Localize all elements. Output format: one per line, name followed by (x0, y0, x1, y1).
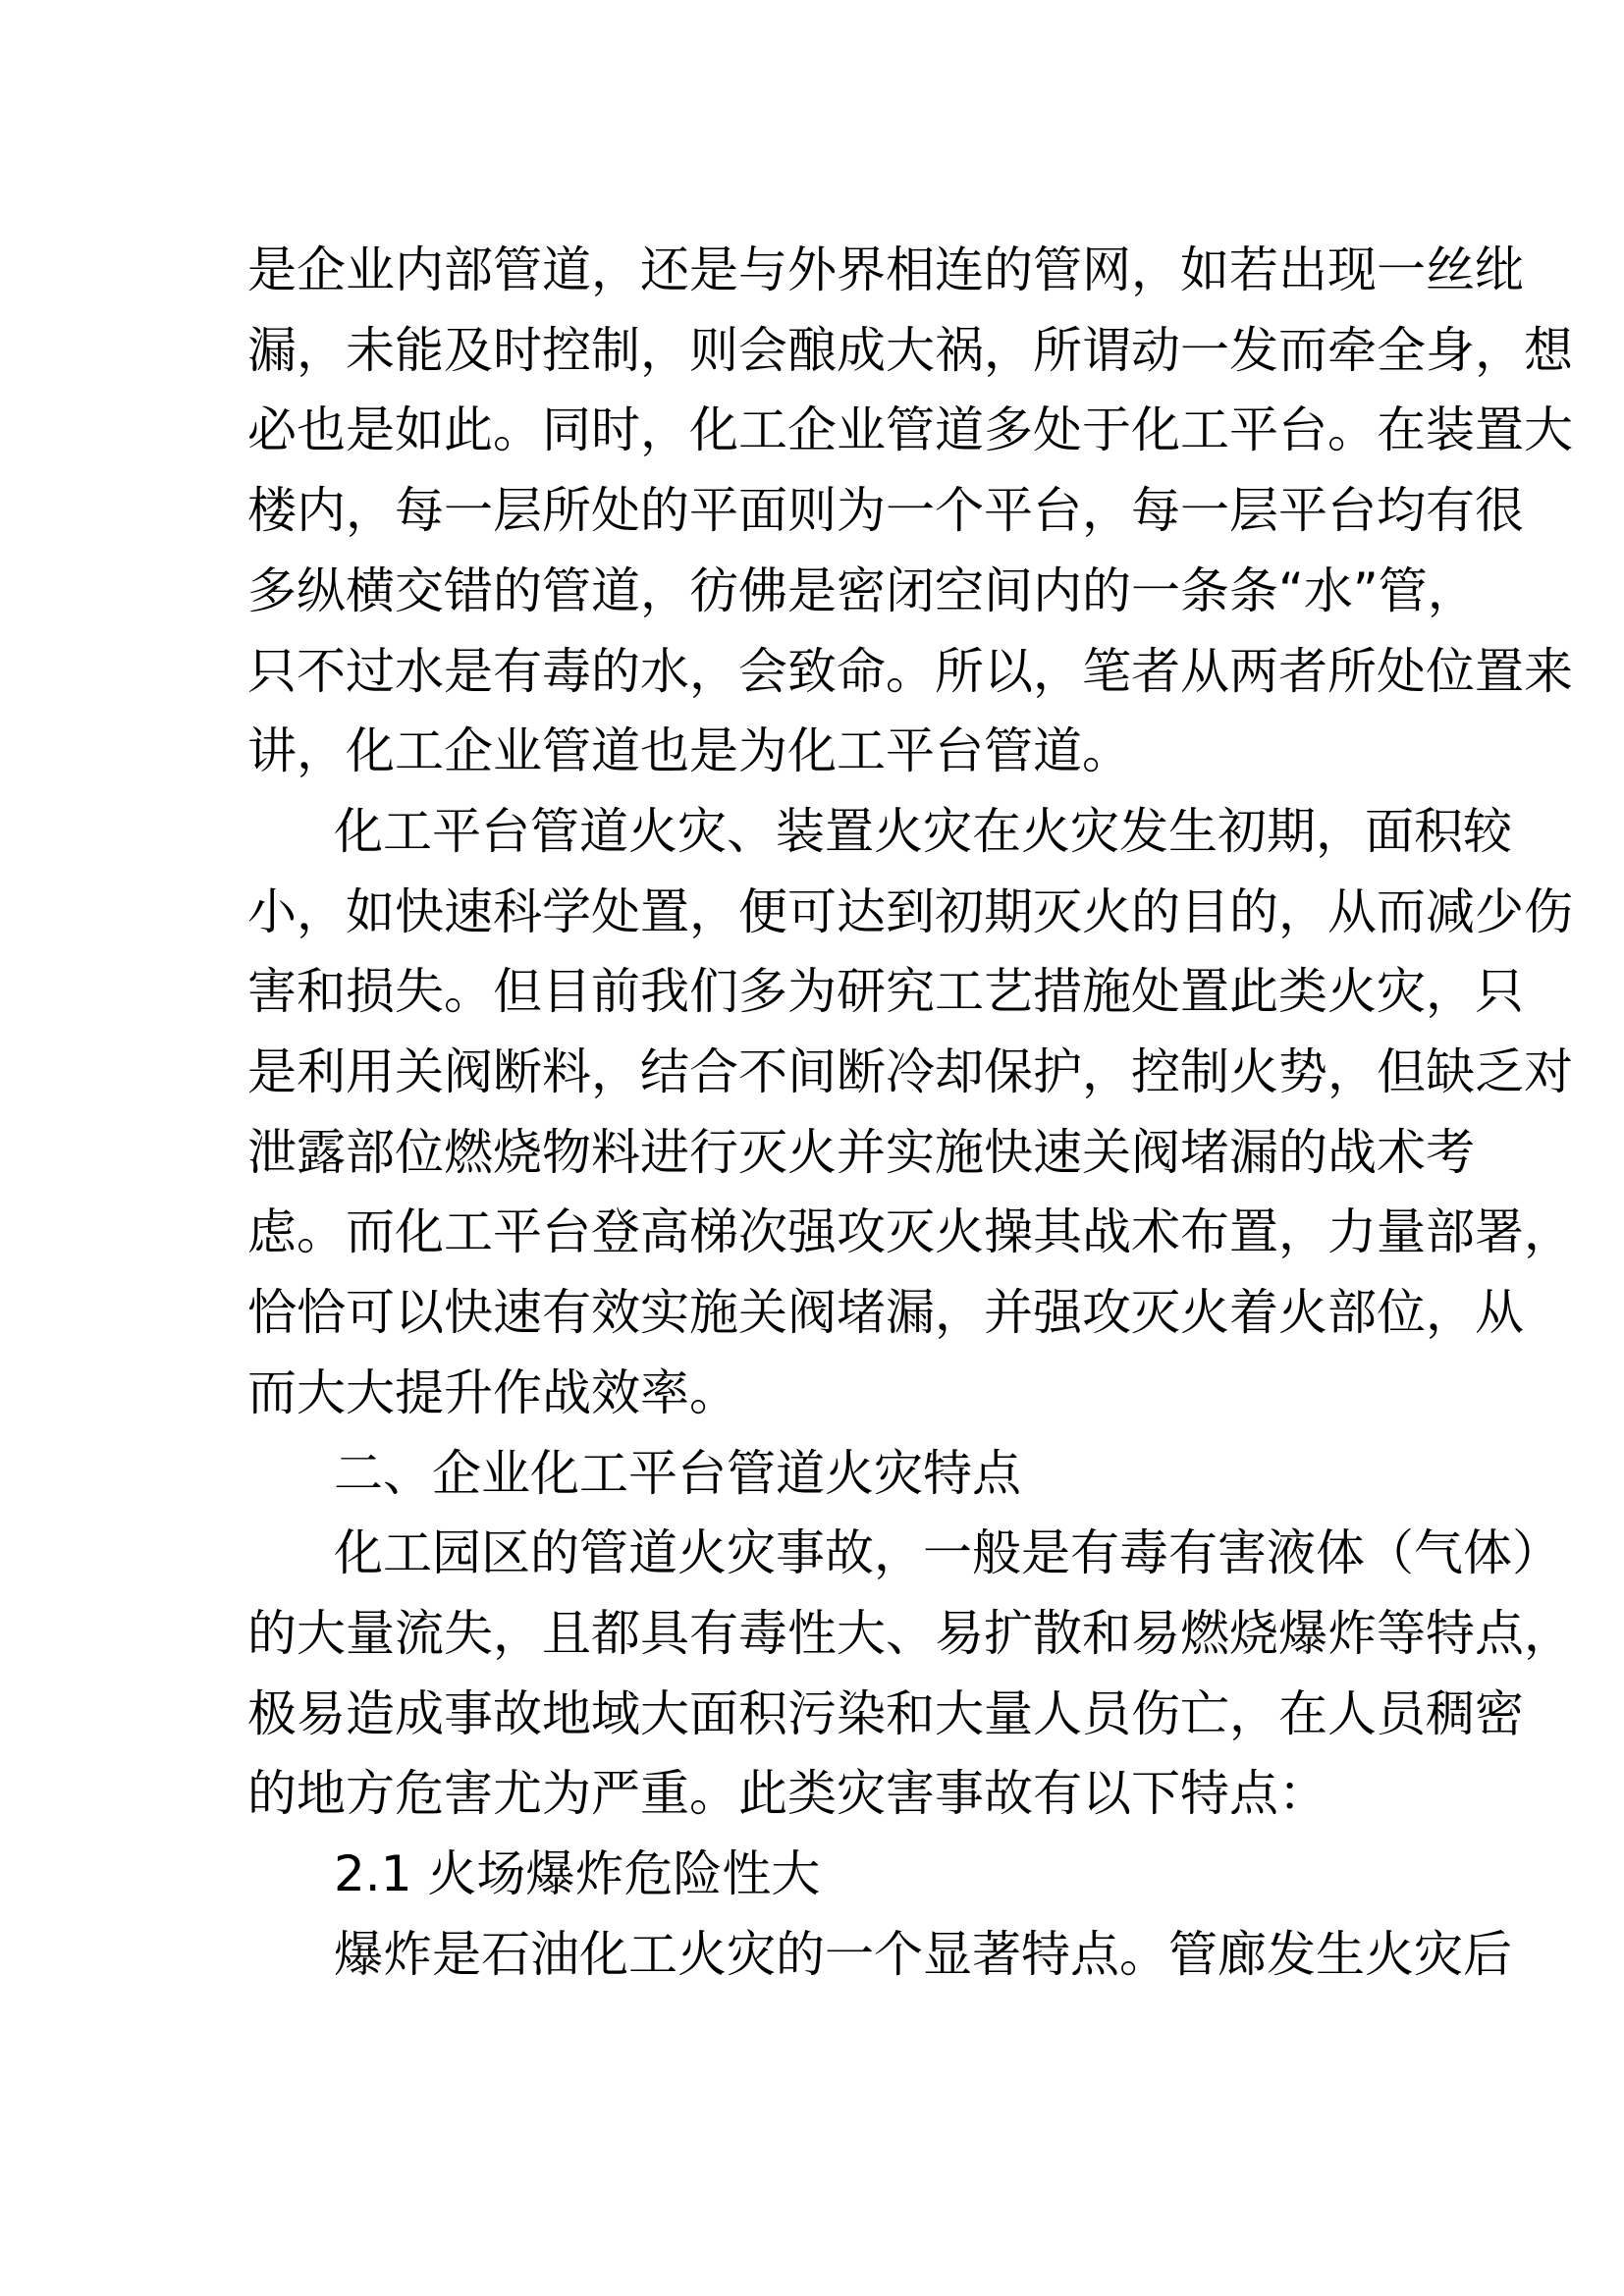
text-line: 必也是如此。同时，化工企业管道多处于化工平台。在装置大 (247, 401, 1573, 459)
text-line: 多纵横交错的管道，彷佛是密闭空间内的一条条“水”管， (247, 561, 1477, 619)
text-line: 爆炸是石油化工火灾的一个显著特点。管廊发生火灾后 (334, 1925, 1512, 1983)
text-line: 泄露部位燃烧物料进行灭火并实施快速关阀堵漏的战术考 (247, 1123, 1475, 1181)
text-line: 化工园区的管道火灾事故，一般是有毒有害液体（气体） (334, 1524, 1561, 1582)
text-line: 只不过水是有毒的水，会致命。所以，笔者从两者所处位置来 (247, 642, 1573, 700)
text-line: 楼内，每一层所处的平面则为一个平台，每一层平台均有很 (247, 482, 1524, 540)
text-line: 漏，未能及时控制，则会酿成大祸，所谓动一发而牵全身，想 (247, 321, 1573, 379)
text-line: 讲，化工企业管道也是为化工平台管道。 (247, 722, 1131, 780)
text-line: 的地方危害尤为严重。此类灾害事故有以下特点： (247, 1765, 1327, 1823)
text-line: 恰恰可以快速有效实施关阀堵漏，并强攻灭火着火部位，从 (247, 1284, 1524, 1342)
text-line: 是利用关阀断料，结合不间断冷却保护，控制火势，但缺乏对 (247, 1043, 1573, 1100)
text-line: 害和损失。但目前我们多为研究工艺措施处置此类火灾，只 (247, 963, 1524, 1021)
text-line: 极易造成事故地域大面积污染和大量人员伤亡，在人员稠密 (247, 1684, 1524, 1742)
text-line: 是企业内部管道，还是与外界相连的管网，如若出现一丝纰 (247, 241, 1524, 298)
text-line: 2.1 火场爆炸危险性大 (334, 1845, 821, 1902)
text-line: 化工平台管道火灾、装置火灾在火灾发生初期，面积较 (334, 802, 1512, 860)
text-line: 虑。而化工平台登高梯次强攻灭火操其战术布置，力量部署， (247, 1203, 1573, 1261)
text-line: 二、企业化工平台管道火灾特点 (334, 1444, 1021, 1502)
text-line: 的大量流失，且都具有毒性大、易扩散和易燃烧爆炸等特点， (247, 1604, 1573, 1662)
text-line: 小，如快速科学处置，便可达到初期灭火的目的，从而减少伤 (247, 882, 1573, 940)
text-line: 而大大提升作战效率。 (247, 1363, 738, 1421)
